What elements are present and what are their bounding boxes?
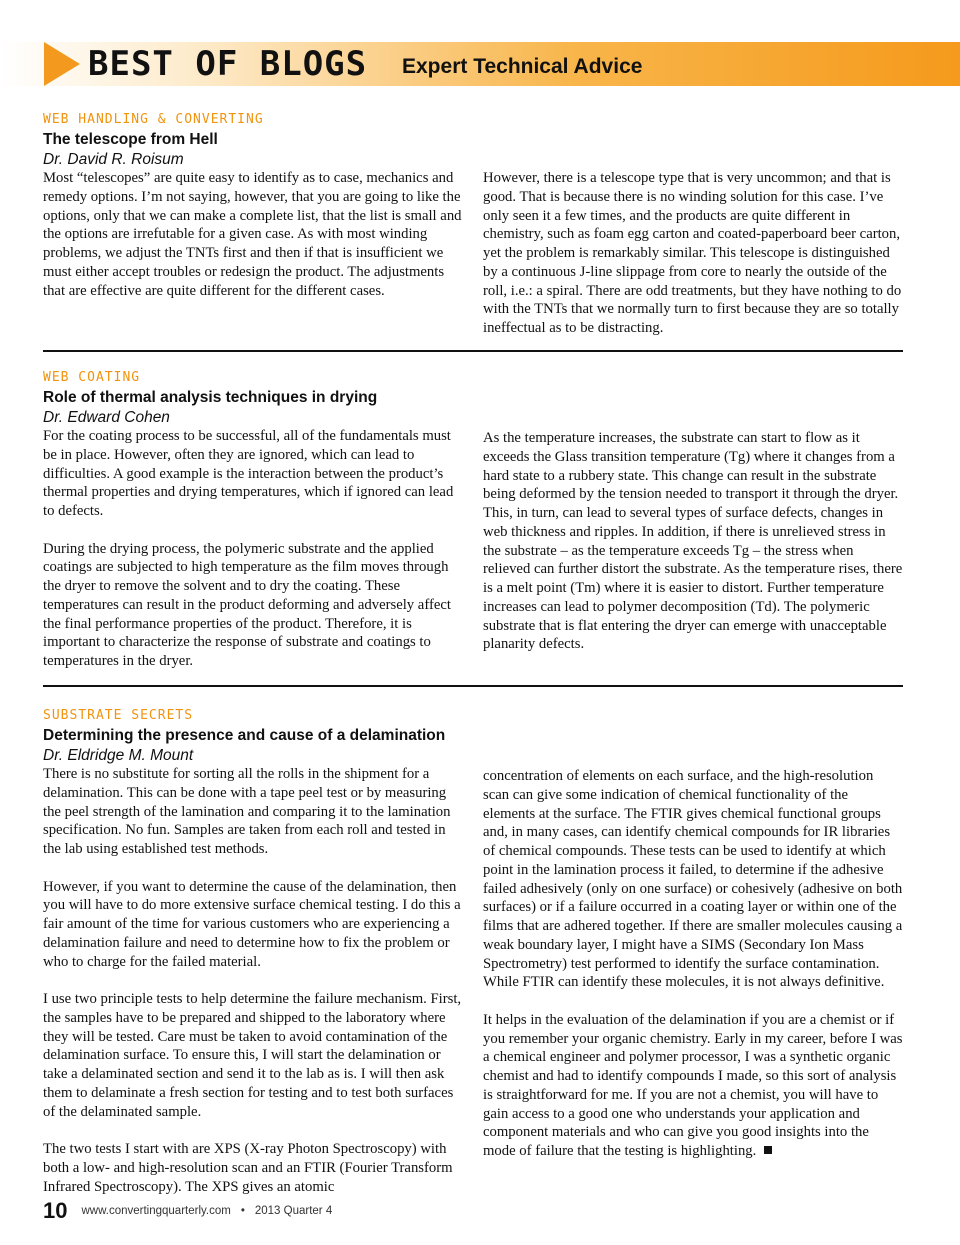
- paragraph: There is no substitute for sorting all the rolls in the shipment for a delamination. This can be done with a tape peel test or by measuring the peel strength of the lamination and comparing it to the lamination specification. No fun. Samples are taken from each roll and tested in the lab using established test methods.: [43, 766, 451, 857]
- paragraph: However, if you want to determine the cause of the delamination, then you will have to do more extensive surface chemical testing. I do this a fair amount of the time for various customers who are experiencing a delamination failure and need to determine how to fix the problem or who to charge for the failed material.: [43, 878, 461, 970]
- article-category: WEB HANDLING & CONVERTING: [43, 112, 264, 127]
- paragraph-text: It helps in the evaluation of the delamination if you are a chemist or if you remember your organic chemistry. Early in my career, before I was a chemical engineer and polymer processor, I was a synthetic organic chemist and had to identify compounds I made, so this sort of analysis is straightforward for me. If you are not a chemist, you will have to gain access to a good one who understands your application and component materials and who can give you good insights into the mode of failure that the testing is highlighting.: [483, 1011, 903, 1159]
- article-title: Determining the presence and cause of a delamination: [43, 727, 446, 744]
- paragraph-last: [483, 1011, 903, 1161]
- section-title: BEST OF BLOGS: [88, 44, 368, 84]
- article-delamination: [43, 708, 903, 1195]
- paragraph: For the coating process to be successful, all of the fundamentals must be in place. However, often they are ignored, which can lead to difficulties. A good example is the interaction between the product’s thermal properties and drying temperatures, which if ignored can lead to defects.: [43, 428, 454, 519]
- play-arrow-icon: [44, 42, 80, 86]
- paragraph: As the temperature increases, the substrate can start to flow as it exceeds the Glass transition temperature (Tg) where it changes from a hard state to a rubbery state. This change can result in the substrate being deformed by the tension needed to transport it through the dryer. This, in turn, can lead to several types of surface defects, changes in web thickness and ripples. In addition, if there is unrelieved stress in the substrate – as the temperature exceeds Tg – the stress when relieved can further distort the substrate. As the temperature rises, there is a melt point (Tm) where it is easier to distort. Further temperature increases can lead to polymer decomposition (Td). The polymeric substrate that is flat entering the dryer can emerge with unacceptable planarity defects.: [483, 430, 903, 653]
- website-link[interactable]: www.convertingquarterly.com: [81, 1205, 231, 1217]
- paragraph: I use two principle tests to help determine the failure mechanism. First, the samples have to be prepared and shipped to the laboratory where they will be tested. Care must be taken to avoid contamination of the delamination surface. To ensure this, I will start the delamination or take a delaminated section and send it to the lab as is. I will then ask them to delaminate a fresh section for testing and to test both surfaces of the delaminated sample.: [43, 991, 462, 1120]
- paragraph: However, there is a telescope type that is very uncommon; and that is good. That is because there is no winding solution for this case. I’ve only seen it a few times, and the products are quite different in chemistry, such as foam egg carton and coated-paperboard beer carton, yet the problem is remarkably similar. This telescope is distinguished by a continuous J-line slippage from core to nearly the outside of the roll, i.e.: a spiral. There are odd treatments, but they have nothing to do with the TNTs that we normally turn to first because they are so totally ineffectual as to be distracting.: [483, 170, 902, 336]
- section-divider: [43, 350, 903, 352]
- article-category: WEB COATING: [43, 370, 141, 385]
- footer-separator: •: [240, 1205, 245, 1217]
- paragraph: The two tests I start with are XPS (X-ray Photon Spectroscopy) with both a low- and high-resolution scan and an FTIR (Fourier Transform Infrared Spectroscopy). The XPS gives an atomic: [43, 1141, 453, 1195]
- article-title: Role of thermal analysis techniques in drying: [43, 389, 378, 406]
- section-divider: [43, 685, 903, 687]
- end-of-article-icon: [764, 1146, 772, 1154]
- article-thermal-analysis: [43, 370, 903, 669]
- article-author: Dr. Edward Cohen: [43, 409, 170, 426]
- article-author: Dr. David R. Roisum: [43, 151, 184, 168]
- article-column-left: [43, 765, 463, 1196]
- article-column-right: [483, 767, 903, 1161]
- issue-label: 2013 Quarter 4: [254, 1205, 333, 1217]
- paragraph: concentration of elements on each surface, and the high-resolution scan can give some indication of chemical functionality of the elements at the surface. The FTIR gives chemical functional groups and, in many cases, can identify chemical compounds for IR libraries of chemical compounds. These tests can be used to identify at which point in the lamination process it failed, to determine if the adhesive failed adhesively (only on one surface) or cohesively (adhesive on both surfaces) or if a failure occurred in a coating layer or within one of the films that are adhered together. If there are smaller molecules causing a weak boundary layer, I might have a SIMS (Secondary Ion Mass Spectrometry) test performed to identify the surface contamination. While FTIR can identify these molecules, it is not always definitive.: [483, 768, 903, 991]
- article-telescope: [43, 112, 903, 336]
- article-column-right: [483, 169, 903, 338]
- article-column-left: [43, 169, 463, 300]
- paragraph: During the drying process, the polymeric substrate and the applied coatings are subjected to high temperature as the film moves through the dryer to remove the solvent and to dry the coating. These temperatures can result in the product deforming and adversely affect the final performance properties of the product. Therefore, it is important to characterize the response of substrate and coatings to temperatures in the dryer.: [43, 540, 451, 669]
- page-number: 10: [43, 1198, 68, 1223]
- article-column-right: [483, 429, 903, 654]
- article-title: The telescope from Hell: [43, 131, 218, 148]
- section-subtitle: Expert Technical Advice: [402, 55, 643, 78]
- article-column-left: [43, 427, 463, 671]
- page-footer: [43, 1198, 332, 1224]
- article-author: Dr. Eldridge M. Mount: [43, 747, 194, 764]
- article-category: SUBSTRATE SECRETS: [43, 708, 194, 723]
- paragraph: Most “telescopes” are quite easy to identify as to case, mechanics and remedy options. I’m not saying, however, that you are going to like the options, only that we can make a complete list, that the list is small and the options are irrefutable for a given case. As with most winding problems, we adjust the TNTs first and then if that is insufficient we must either accept troubles or redesign the product. The adjustments that are effective are quite different for the different cases.: [43, 170, 462, 299]
